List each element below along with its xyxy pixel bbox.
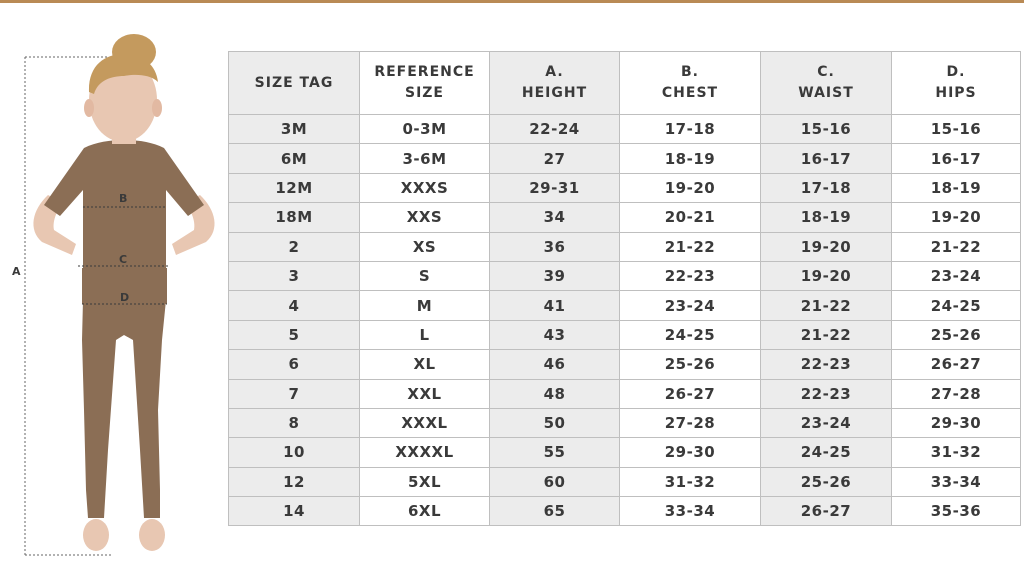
cell-height: 65 [490, 497, 620, 526]
cell-hips: 19-20 [892, 203, 1021, 232]
cell-waist: 22-23 [761, 379, 892, 408]
cell-waist: 26-27 [761, 497, 892, 526]
col-header-size-tag: SIZE TAG [229, 52, 360, 115]
table-row [229, 408, 1021, 437]
cell-reference-size: 0-3M [360, 115, 490, 144]
cell-waist: 18-19 [761, 203, 892, 232]
cell-waist: 19-20 [761, 261, 892, 290]
cell-size-tag: 7 [229, 379, 360, 408]
cell-hips: 35-36 [892, 497, 1021, 526]
col-header-reference-size: REFERENCE SIZE [360, 52, 490, 115]
cell-hips: 16-17 [892, 144, 1021, 173]
cell-hips: 31-32 [892, 438, 1021, 467]
cell-hips: 18-19 [892, 173, 1021, 202]
top-accent-rule [0, 0, 1024, 3]
cell-chest: 18-19 [620, 144, 761, 173]
cell-size-tag: 12 [229, 467, 360, 496]
cell-waist: 15-16 [761, 115, 892, 144]
cell-chest: 24-25 [620, 320, 761, 349]
cell-height: 50 [490, 408, 620, 437]
cell-height: 60 [490, 467, 620, 496]
cell-reference-size: XXL [360, 379, 490, 408]
cell-height: 36 [490, 232, 620, 261]
cell-chest: 26-27 [620, 379, 761, 408]
cell-height: 27 [490, 144, 620, 173]
table-row [229, 115, 1021, 144]
table-row [229, 497, 1021, 526]
cell-chest: 33-34 [620, 497, 761, 526]
cell-size-tag: 14 [229, 497, 360, 526]
cell-height: 22-24 [490, 115, 620, 144]
cell-chest: 20-21 [620, 203, 761, 232]
size-chart-table [228, 51, 1021, 526]
cell-reference-size: XS [360, 232, 490, 261]
marker-a-label: A [12, 265, 21, 278]
cell-height: 29-31 [490, 173, 620, 202]
table-row [229, 438, 1021, 467]
table-row [229, 467, 1021, 496]
col-header-waist: C. WAIST [761, 52, 892, 115]
cell-waist: 25-26 [761, 467, 892, 496]
cell-height: 43 [490, 320, 620, 349]
cell-hips: 25-26 [892, 320, 1021, 349]
cell-hips: 15-16 [892, 115, 1021, 144]
marker-b-label: B [119, 192, 128, 205]
cell-reference-size: XXXS [360, 173, 490, 202]
cell-size-tag: 18M [229, 203, 360, 232]
cell-waist: 21-22 [761, 291, 892, 320]
cell-reference-size: S [360, 261, 490, 290]
cell-waist: 24-25 [761, 438, 892, 467]
cell-hips: 21-22 [892, 232, 1021, 261]
cell-hips: 27-28 [892, 379, 1021, 408]
cell-size-tag: 12M [229, 173, 360, 202]
cell-reference-size: M [360, 291, 490, 320]
col-header-chest: B. CHEST [620, 52, 761, 115]
cell-height: 34 [490, 203, 620, 232]
table-row [229, 350, 1021, 379]
cell-height: 41 [490, 291, 620, 320]
cell-size-tag: 6 [229, 350, 360, 379]
cell-chest: 23-24 [620, 291, 761, 320]
cell-chest: 22-23 [620, 261, 761, 290]
cell-height: 55 [490, 438, 620, 467]
table-row [229, 232, 1021, 261]
table-row [229, 320, 1021, 349]
marker-d-label: D [120, 291, 130, 304]
size-chart-body [229, 115, 1021, 526]
cell-chest: 17-18 [620, 115, 761, 144]
cell-chest: 19-20 [620, 173, 761, 202]
cell-chest: 25-26 [620, 350, 761, 379]
cell-reference-size: XL [360, 350, 490, 379]
cell-hips: 29-30 [892, 408, 1021, 437]
cell-size-tag: 4 [229, 291, 360, 320]
cell-size-tag: 10 [229, 438, 360, 467]
cell-size-tag: 5 [229, 320, 360, 349]
cell-height: 39 [490, 261, 620, 290]
cell-size-tag: 6M [229, 144, 360, 173]
cell-reference-size: XXXL [360, 408, 490, 437]
header-row [229, 52, 1021, 115]
cell-hips: 23-24 [892, 261, 1021, 290]
table-row [229, 261, 1021, 290]
cell-waist: 16-17 [761, 144, 892, 173]
cell-waist: 22-23 [761, 350, 892, 379]
cell-reference-size: 3-6M [360, 144, 490, 173]
table-row [229, 173, 1021, 202]
cell-size-tag: 3M [229, 115, 360, 144]
cell-size-tag: 8 [229, 408, 360, 437]
cell-waist: 21-22 [761, 320, 892, 349]
cell-waist: 19-20 [761, 232, 892, 261]
cell-reference-size: 6XL [360, 497, 490, 526]
cell-chest: 21-22 [620, 232, 761, 261]
cell-chest: 31-32 [620, 467, 761, 496]
cell-reference-size: L [360, 320, 490, 349]
cell-waist: 17-18 [761, 173, 892, 202]
cell-height: 46 [490, 350, 620, 379]
cell-hips: 33-34 [892, 467, 1021, 496]
marker-c-label: C [119, 253, 128, 266]
col-header-hips: D. HIPS [892, 52, 1021, 115]
cell-hips: 24-25 [892, 291, 1021, 320]
table-row [229, 203, 1021, 232]
table-row [229, 144, 1021, 173]
child-measurement-figure [0, 30, 225, 565]
cell-size-tag: 2 [229, 232, 360, 261]
table-row [229, 379, 1021, 408]
cell-waist: 23-24 [761, 408, 892, 437]
cell-height: 48 [490, 379, 620, 408]
cell-reference-size: XXXXL [360, 438, 490, 467]
cell-chest: 27-28 [620, 408, 761, 437]
cell-reference-size: 5XL [360, 467, 490, 496]
cell-reference-size: XXS [360, 203, 490, 232]
cell-size-tag: 3 [229, 261, 360, 290]
cell-hips: 26-27 [892, 350, 1021, 379]
cell-chest: 29-30 [620, 438, 761, 467]
table-row [229, 291, 1021, 320]
col-header-height: A. HEIGHT [490, 52, 620, 115]
